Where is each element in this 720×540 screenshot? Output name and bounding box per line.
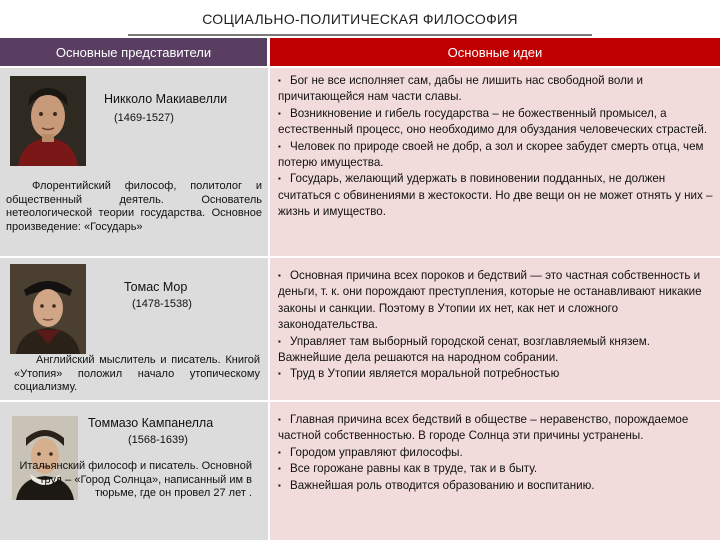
representative-row-2 (0, 256, 268, 400)
bullet-icon: ▪ (278, 108, 281, 118)
idea-item: ▪ Городом управляют философы. (278, 445, 714, 461)
portrait-machiavelli (10, 76, 86, 166)
bullet-icon: ▪ (278, 464, 281, 474)
idea-item: ▪ Бог не все исполняет сам, дабы не лишить нас свободной воли и причитающейся нам части славы. (278, 74, 644, 104)
representative-description: Флорентийский философ, политолог и общественный деятель. Основатель нетеологической теории государства. Основное произведение: «Государь» (6, 180, 262, 233)
idea-item: ▪ Все горожане равны как в труде, так и в быту. (278, 461, 714, 477)
representative-dates: (1478-1538) (132, 298, 192, 310)
ideas-row-1 (270, 66, 720, 256)
representative-description: Итальянский философ и писатель. Основной труд – «Город Солнца», написанный им в тюрьме, где он провел 27 лет . (19, 460, 252, 499)
idea-item: ▪ Человек по природе своей не добр, а зол и скорее забудет смерть отца, чем потерю имущества. (278, 139, 704, 170)
bullet-icon: ▪ (278, 480, 281, 490)
representative-dates: (1568-1639) (128, 434, 188, 446)
ideas-row-3 (270, 400, 720, 540)
representative-name: Никколо Макиавелли (104, 92, 228, 106)
idea-item: ▪ Труд в Утопии является моральной потребностью (278, 366, 714, 382)
header-representatives: Основные представители (0, 38, 268, 66)
representative-name: Томмазо Кампанелла (88, 416, 214, 430)
portrait-machiavelli-image (10, 76, 86, 166)
portrait-more-image (10, 264, 86, 354)
idea-item: ▪ Государь, желающий удержать в повиновении подданных, не должен считаться с обвинениями в жестокости. Но две вещи он не может отнять у них – жизнь и имущество. (278, 172, 713, 219)
representative-row-1 (0, 66, 268, 256)
bullet-icon: ▪ (278, 271, 281, 280)
bullet-icon: ▪ (278, 174, 281, 184)
ideas-row-2 (270, 256, 720, 400)
idea-item: ▪ Управляет там выборный городской сенат, возглавляемый князем. Важнейшие дела решаются на народном собрании. (278, 334, 650, 365)
idea-item: ▪ Возникновение и гибель государства – не божественный промысел, а естественный процесс, оно необходимо для обуздания человеческих страстей. (278, 106, 708, 137)
bullet-icon: ▪ (278, 447, 281, 457)
representative-dates: (1469-1527) (114, 112, 174, 124)
bullet-icon: ▪ (278, 141, 281, 151)
header-main-ideas: Основные идеи (270, 38, 720, 66)
title-bar (0, 0, 720, 38)
title-underline (128, 34, 592, 36)
bullet-icon: ▪ (278, 415, 281, 424)
idea-item: ▪ Основная причина всех пороков и бедствий — это частная собственность и деньги, т. к. они порождают преступления, которые не останавливают никакие законы и санкции. Поэтому в Утопии их нет, как нет и сложного законодательства. (278, 269, 702, 332)
page-title: СОЦИАЛЬНО-ПОЛИТИЧЕСКАЯ ФИЛОСОФИЯ (202, 11, 518, 27)
bullet-icon: ▪ (278, 76, 281, 85)
idea-item: ▪ Главная причина всех бедствий в обществе – неравенство, порождаемое частной собственностью. В городе Солнца эти причины устранены. (278, 413, 689, 443)
representative-description: Английский мыслитель и писатель. Книгой «Утопия» положил начало утопическому социализму. (14, 354, 260, 393)
representative-row-3 (0, 400, 268, 540)
bullet-icon: ▪ (278, 369, 281, 379)
representative-name: Томас Мор (124, 280, 188, 294)
portrait-more (10, 264, 86, 354)
bullet-icon: ▪ (278, 336, 281, 346)
idea-item: ▪ Важнейшая роль отводится образованию и воспитанию. (278, 478, 714, 494)
